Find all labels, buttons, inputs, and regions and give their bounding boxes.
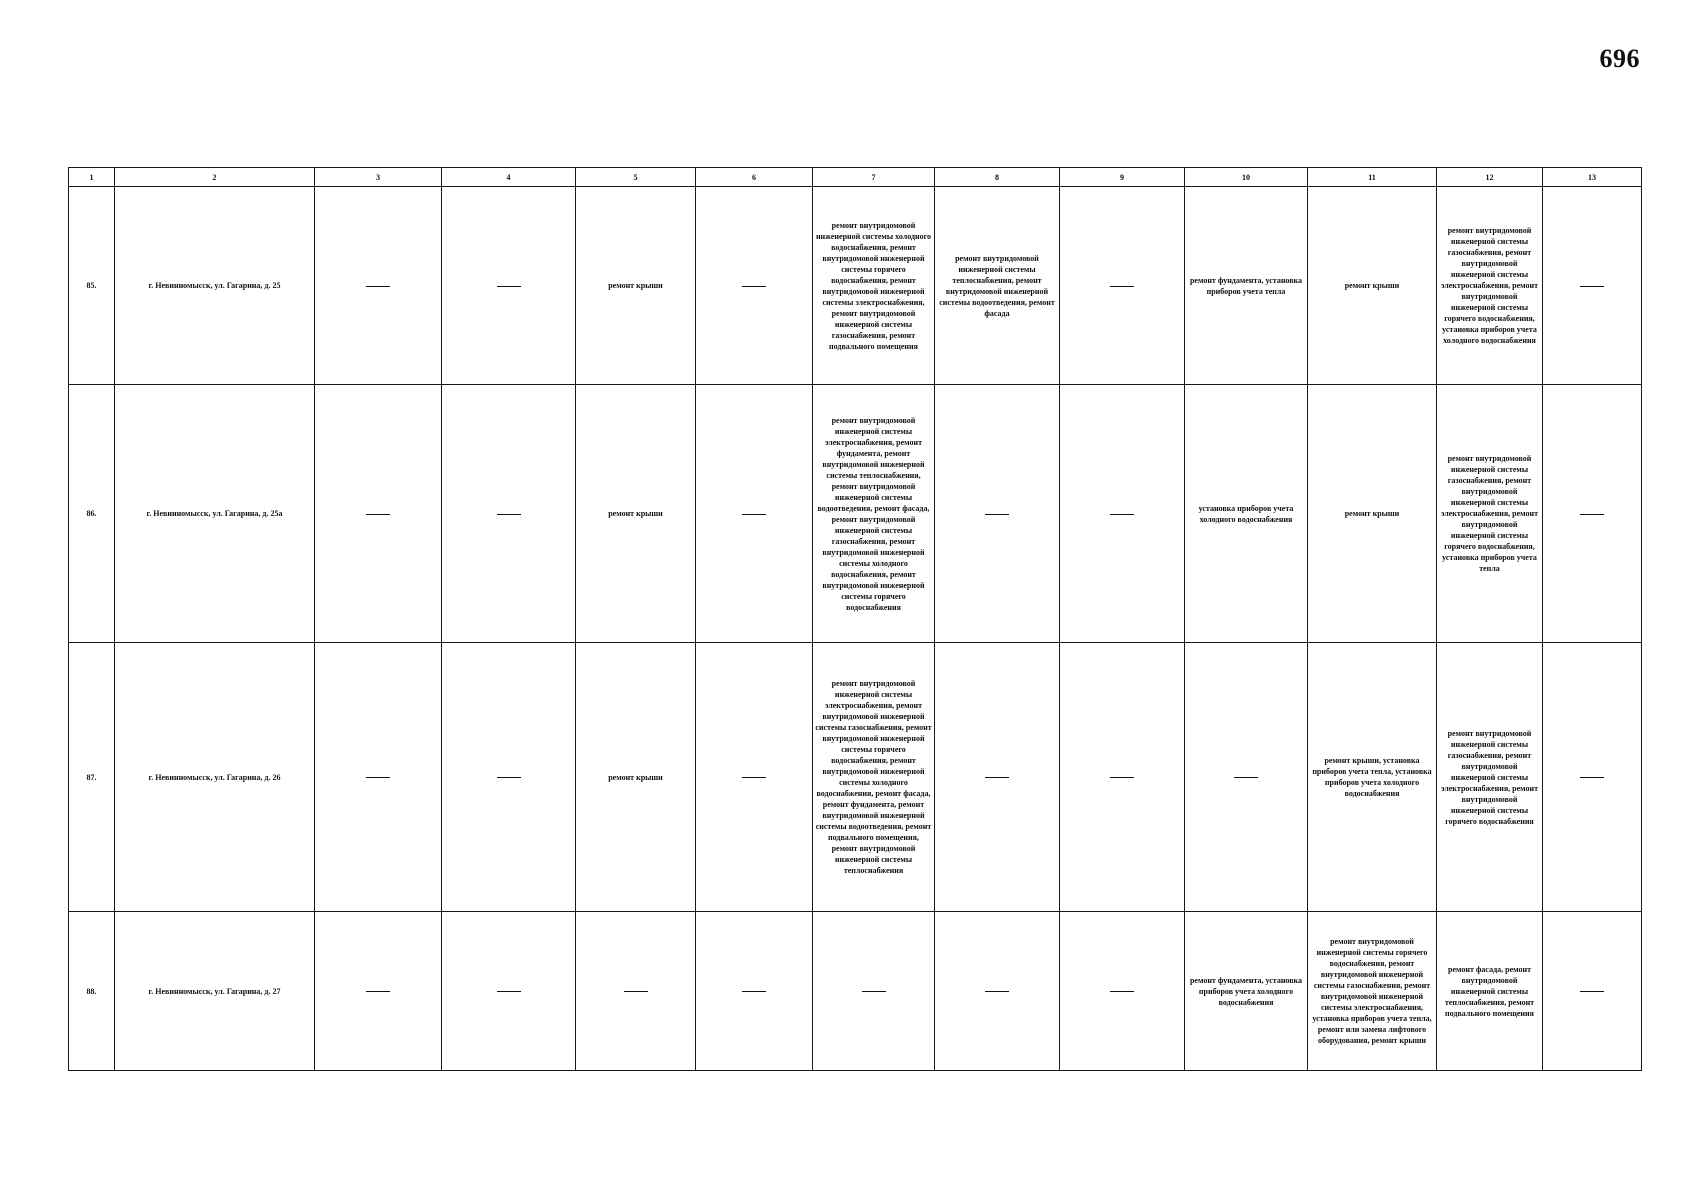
table-cell: [576, 912, 696, 1071]
table-cell: [315, 912, 442, 1071]
table-cell: ремонт крыши: [576, 643, 696, 912]
dash-mark: [1110, 991, 1134, 992]
dash-mark: [1580, 777, 1604, 778]
column-header: 5: [576, 168, 696, 187]
column-header: 1: [69, 168, 115, 187]
table-row: [69, 912, 1642, 1071]
dash-mark: [742, 514, 766, 515]
column-header: 13: [1543, 168, 1642, 187]
table-cell: установка приборов учета холодного водоснабжения: [1185, 385, 1308, 643]
column-header: 6: [696, 168, 813, 187]
table-cell: ремонт крыши, установка приборов учета тепла, установка приборов учета холодного водоснабжения: [1308, 643, 1437, 912]
dash-mark: [366, 514, 390, 515]
table-cell: [442, 912, 576, 1071]
dash-mark: [862, 991, 886, 992]
dash-mark: [1580, 286, 1604, 287]
table-cell: ремонт фундамента, установка приборов учета тепла: [1185, 187, 1308, 385]
table-cell: [1060, 187, 1185, 385]
table-cell: ремонт внутридомовой инженерной системы газоснабжения, ремонт внутридомовой инженерной системы электроснабжения, ремонт внутридомовой инженерной системы горячего водоснабжения: [1437, 643, 1543, 912]
table-cell: ремонт крыши: [1308, 187, 1437, 385]
dash-mark: [1234, 777, 1258, 778]
column-header: 4: [442, 168, 576, 187]
column-header: 8: [935, 168, 1060, 187]
table-cell: ремонт внутридомовой инженерной системы электроснабжения, ремонт внутридомовой инженерной системы газоснабжения, ремонт внутридомовой инженерной системы горячего водоснабжения, ремонт внутридомовой инженерной системы холодного водоснабжения, ремонт фасада, ремонт фундамента, ремонт внутридомовой инженерной системы водоотведения, ремонт подвального помещения, ремонт внутридомовой инженерной системы теплоснабжения: [813, 643, 935, 912]
dash-mark: [742, 991, 766, 992]
row-number: 88.: [69, 912, 115, 1071]
dash-mark: [366, 286, 390, 287]
column-header: 11: [1308, 168, 1437, 187]
table-cell: [1060, 912, 1185, 1071]
column-header: 7: [813, 168, 935, 187]
table-cell: [696, 385, 813, 643]
table-row: [69, 385, 1642, 643]
row-number: 85.: [69, 187, 115, 385]
table-cell: [1185, 643, 1308, 912]
table-cell: [1060, 643, 1185, 912]
address-cell: г. Невинномысск, ул. Гагарина, д. 27: [115, 912, 315, 1071]
column-header: 9: [1060, 168, 1185, 187]
table-cell: ремонт фасада, ремонт внутридомовой инженерной системы теплоснабжения, ремонт подвального помещения: [1437, 912, 1543, 1071]
table-cell: [1543, 385, 1642, 643]
table-row: [69, 187, 1642, 385]
dash-mark: [1110, 777, 1134, 778]
table-cell: [1543, 643, 1642, 912]
table-cell: [813, 912, 935, 1071]
table-cell: [696, 643, 813, 912]
dash-mark: [497, 991, 521, 992]
table-cell: [442, 187, 576, 385]
column-header: 2: [115, 168, 315, 187]
table-cell: [315, 187, 442, 385]
row-number: 86.: [69, 385, 115, 643]
dash-mark: [985, 991, 1009, 992]
dash-mark: [497, 286, 521, 287]
dash-mark: [366, 777, 390, 778]
table-cell: ремонт внутридомовой инженерной системы газоснабжения, ремонт внутридомовой инженерной системы электроснабжения, ремонт внутридомовой инженерной системы горячего водоснабжения, установка приборов учета холодного водоснабжения: [1437, 187, 1543, 385]
table-cell: [1543, 187, 1642, 385]
table-cell: [1060, 385, 1185, 643]
page-number: 696: [1599, 44, 1640, 73]
table-cell: [1543, 912, 1642, 1071]
dash-mark: [1110, 286, 1134, 287]
column-header: 10: [1185, 168, 1308, 187]
table-cell: ремонт внутридомовой инженерной системы электроснабжения, ремонт фундамента, ремонт внутридомовой инженерной системы теплоснабжения, ремонт внутридомовой инженерной системы водоотведения, ремонт фасада, ремонт внутридомовой инженерной системы газоснабжения, ремонт внутридомовой инженерной системы холодного водоснабжения, ремонт внутридомовой инженерной системы горячего водоснабжения: [813, 385, 935, 643]
column-header: 12: [1437, 168, 1543, 187]
dash-mark: [985, 514, 1009, 515]
table-cell: [935, 643, 1060, 912]
dash-mark: [742, 777, 766, 778]
dash-mark: [1580, 514, 1604, 515]
table-cell: ремонт крыши: [576, 385, 696, 643]
dash-mark: [366, 991, 390, 992]
table-cell: [935, 912, 1060, 1071]
dash-mark: [985, 777, 1009, 778]
table-cell: ремонт крыши: [1308, 385, 1437, 643]
table-cell: [935, 385, 1060, 643]
address-cell: г. Невинномысск, ул. Гагарина, д. 25а: [115, 385, 315, 643]
dash-mark: [742, 286, 766, 287]
table-cell: [315, 385, 442, 643]
address-cell: г. Невинномысск, ул. Гагарина, д. 25: [115, 187, 315, 385]
table-cell: [696, 912, 813, 1071]
row-number: 87.: [69, 643, 115, 912]
table-cell: ремонт внутридомовой инженерной системы холодного водоснабжения, ремонт внутридомовой инженерной системы горячего водоснабжения, ремонт внутридомовой инженерной системы электроснабжения, ремонт внутридомовой инженерной системы газоснабжения, ремонт подвального помещения: [813, 187, 935, 385]
dash-mark: [1110, 514, 1134, 515]
dash-mark: [1580, 991, 1604, 992]
dash-mark: [497, 514, 521, 515]
table-cell: [696, 187, 813, 385]
repair-schedule-table: [68, 167, 1642, 1071]
table-row: [69, 643, 1642, 912]
dash-mark: [497, 777, 521, 778]
table-cell: ремонт внутридомовой инженерной системы газоснабжения, ремонт внутридомовой инженерной системы электроснабжения, ремонт внутридомовой инженерной системы горячего водоснабжения, установка приборов учета тепла: [1437, 385, 1543, 643]
table-cell: [442, 385, 576, 643]
address-cell: г. Невинномысск, ул. Гагарина, д. 26: [115, 643, 315, 912]
column-header: 3: [315, 168, 442, 187]
dash-mark: [624, 991, 648, 992]
table-cell: ремонт внутридомовой инженерной системы горячего водоснабжения, ремонт внутридомовой инженерной системы газоснабжения, ремонт внутридомовой инженерной системы электроснабжения, установка приборов учета тепла, ремонт или замена лифтового оборудования, ремонт крыши: [1308, 912, 1437, 1071]
table-cell: ремонт фундамента, установка приборов учета холодного водоснабжения: [1185, 912, 1308, 1071]
table-cell: [442, 643, 576, 912]
table-cell: ремонт крыши: [576, 187, 696, 385]
column-number-row: [69, 168, 1642, 187]
table-cell: ремонт внутридомовой инженерной системы теплоснабжения, ремонт внутридомовой инженерной системы водоотведения, ремонт фасада: [935, 187, 1060, 385]
table-cell: [315, 643, 442, 912]
